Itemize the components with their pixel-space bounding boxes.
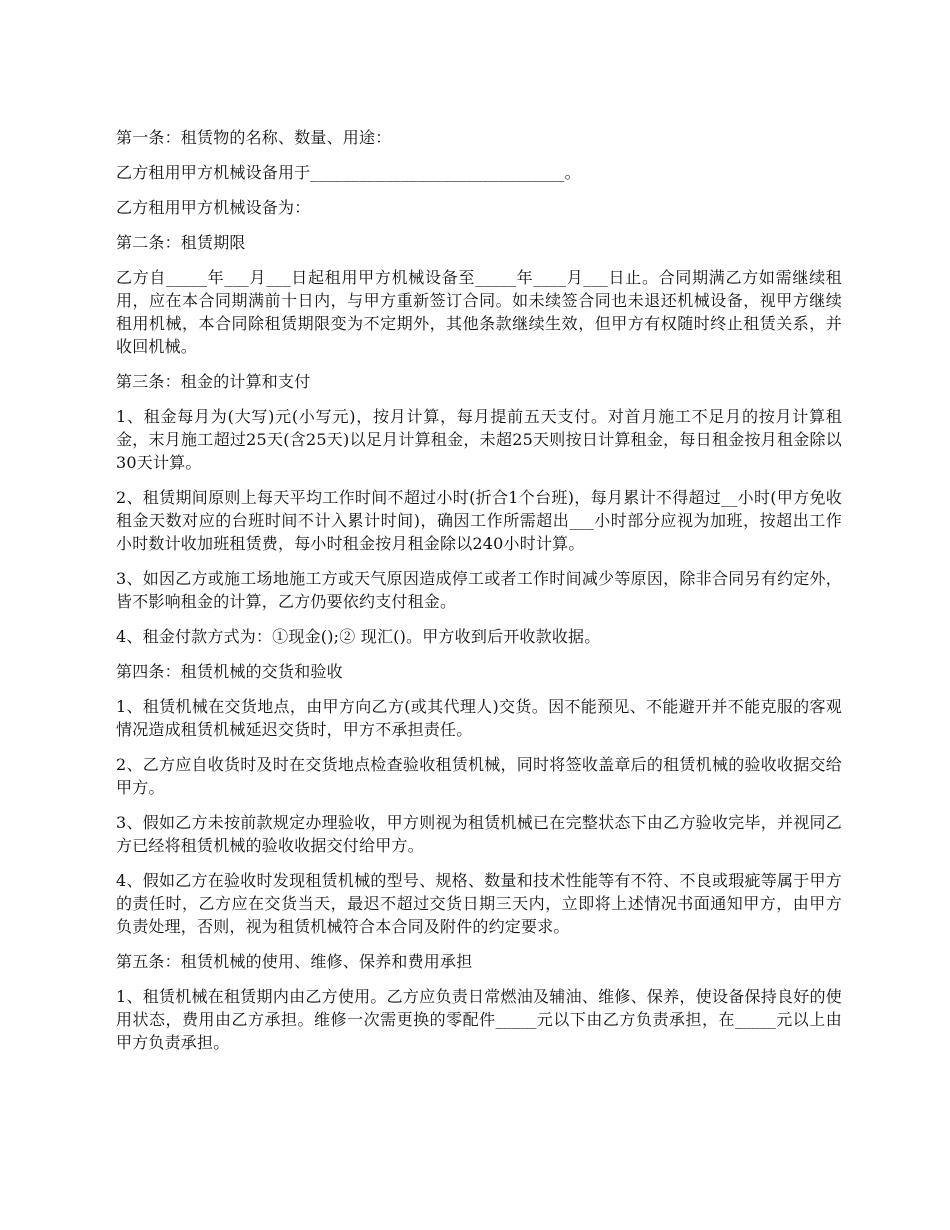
article-3-clause-2: 2、租赁期间原则上每天平均工作时间不超过小时(折合1个台班)，每月累计不得超过__小时(甲方免收租金天数对应的台班时间不计入累计时间)，确因工作所需超出___小时部分应视为加班，按超出工作小时数计收加班租赁费，每小时租金按月租金除以240小时计算。 [116, 488, 842, 553]
article-4-clause-2: 2、乙方应自收货时及时在交货地点检查验收租赁机械，同时将签收盖章后的租赁机械的验收收据交给甲方。 [116, 755, 842, 797]
article-3-clause-1: 1、租金每月为(大写)元(小写元)，按月计算，每月提前五天支付。对首月施工不足月的按月计算租金，末月施工超过25天(含25天)以足月计算租金，未超25天则按日计算租金，每日租金按月租金除以30天计算。 [116, 407, 842, 472]
article-2-term-paragraph: 乙方自_____年___月___日起租用甲方机械设备至_____年____月___日止。合同期满乙方如需继续租用，应在本合同期满前十日内，与甲方重新签订合同。如未续签合同也未退还机械设备，视甲方继续租用机械，本合同除租赁期限变为不定期外，其他条款继续生效，但甲方有权随时终止租赁关系，并收回机械。 [116, 268, 842, 356]
article-5-clause-1: 1、租赁机械在租赁期内由乙方使用。乙方应负责日常燃油及辅油、维修、保养，使设备保持良好的使用状态，费用由乙方承担。维修一次需更换的零配件_____元以下由乙方负责承担，在_____元以上由甲方负责承担。 [116, 987, 842, 1052]
article-1-usage-line: 乙方租用甲方机械设备用于_______________________________。 [116, 163, 581, 182]
article-1-heading: 第一条：租赁物的名称、数量、用途： [116, 128, 392, 147]
article-1-equipment-line: 乙方租用甲方机械设备为： [116, 198, 311, 217]
article-4-clause-4: 4、假如乙方在验收时发现租赁机械的型号、规格、数量和技术性能等有不符、不良或瑕疵等属于甲方的责任时，乙方应在交货当天，最迟不超过交货日期三天内，立即将上述情况书面通知甲方，由甲方负责处理，否则，视为租赁机械符合本合同及附件的约定要求。 [116, 871, 842, 936]
article-4-heading: 第四条：租赁机械的交货和验收 [116, 662, 343, 681]
article-4-clause-1: 1、租赁机械在交货地点，由甲方向乙方(或其代理人)交货。因不能预见、不能避开并不能克服的客观情况造成租赁机械延迟交货时，甲方不承担责任。 [116, 697, 842, 739]
article-3-clause-3: 3、如因乙方或施工场地施工方或天气原因造成停工或者工作时间减少等原因，除非合同另有约定外，皆不影响租金的计算，乙方仍要依约支付租金。 [116, 569, 842, 611]
article-4-clause-3: 3、假如乙方未按前款规定办理验收，甲方则视为租赁机械已在完整状态下由乙方验收完毕，并视同乙方已经将租赁机械的验收收据交付给甲方。 [116, 813, 842, 855]
article-5-heading: 第五条：租赁机械的使用、维修、保养和费用承担 [116, 952, 473, 971]
article-3-heading: 第三条：租金的计算和支付 [116, 372, 311, 391]
contract-page [116, 126, 842, 1066]
article-3-clause-4: 4、租金付款方式为：①现金();② 现汇()。甲方收到后开收款收据。 [116, 627, 601, 646]
article-2-heading: 第二条：租赁期限 [116, 233, 246, 252]
